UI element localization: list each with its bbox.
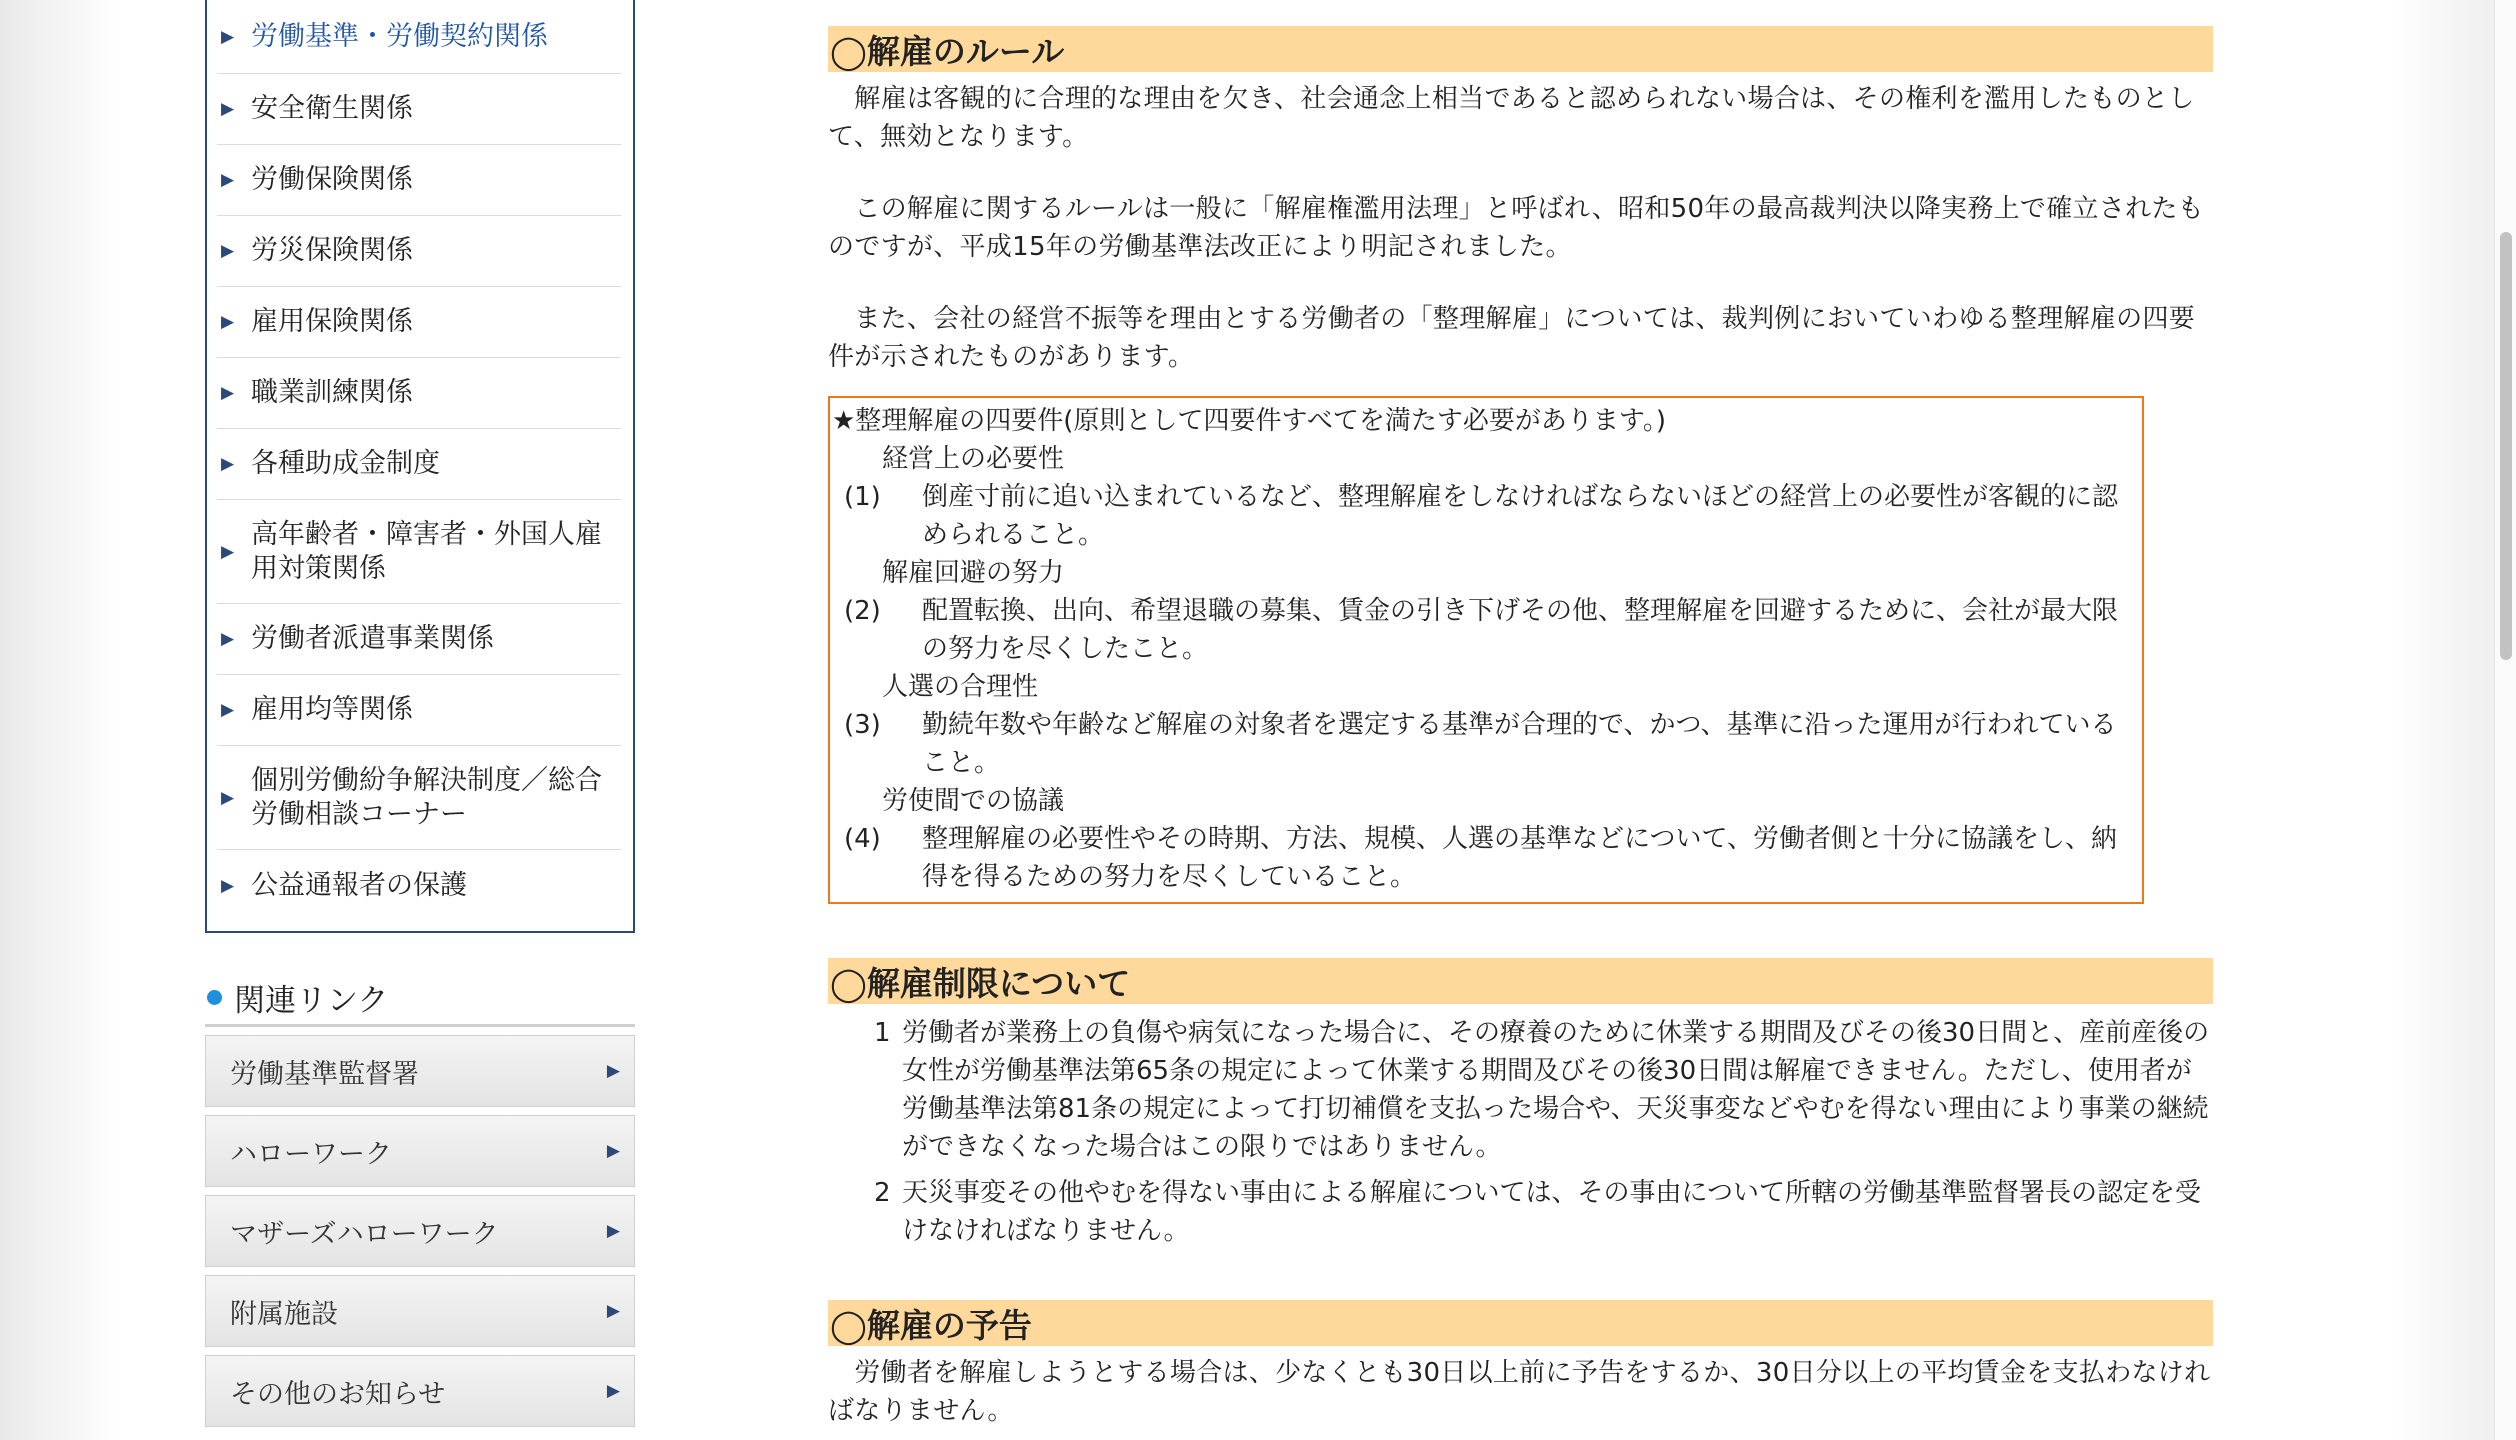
section-heading-dismissal-limits: ◯解雇制限について (828, 958, 2213, 1004)
limit-item (874, 1174, 2213, 1250)
requirement-title: 労使間での協議 (882, 786, 1065, 816)
category-menu (205, 0, 635, 933)
double-arrow-icon: ▶ (221, 541, 235, 562)
sidebar-item-elderly-disabled-foreign[interactable] (217, 500, 621, 604)
rules-paragraph-3: また、会社の経営不振等を理由とする労働者の「整理解雇」については、裁判例においていわゆる整理解雇の四要件が示されたものがあります。 (828, 304, 2196, 372)
requirement-text: 整理解雇の必要性やその時期、方法、規模、人選の基準などについて、労働者側と十分に協議をし、納得を得るための努力を尽くしていること。 (922, 824, 2117, 892)
limit-item (874, 1014, 2213, 1166)
double-arrow-icon: ▶ (221, 170, 235, 190)
scrollbar-thumb[interactable] (2500, 232, 2512, 660)
main-content (828, 26, 2213, 1430)
requirement-title: 解雇回避の努力 (882, 558, 1065, 588)
sidebar-item-label: 高年齢者・障害者・外国人雇用対策関係 (251, 518, 602, 584)
double-arrow-icon: ▶ (221, 787, 235, 808)
double-arrow-icon: ▶ (221, 875, 235, 896)
double-arrow-icon: ▶ (221, 26, 235, 47)
limit-number: 2 (874, 1178, 891, 1208)
four-requirements-box (828, 396, 2144, 904)
sidebar-item-label: 労災保険関係 (251, 235, 413, 266)
related-links-title: 関連リンク (234, 983, 389, 1019)
requirement-text: 配置転換、出向、希望退職の募集、賃金の引き下げその他、整理解雇を回避するために、会社が最大限の努力を尽くしたこと。 (922, 596, 2119, 664)
limit-text: 労働者が業務上の負傷や病気になった場合に、その療養のために休業する期間及びその後30日間と、産前産後の女性が労働基準法第65条の規定によって休業する期間及びその後30日間は解雇できません。ただし、使用者が労働基準法第81条の規定によって打切補償を支払った場合や、天災事変などやむを得ない理由により事業の継続ができなくなった場合はこの限りではありません。 (902, 1018, 2210, 1162)
related-link-facilities[interactable] (205, 1275, 635, 1347)
requirement-item (832, 820, 2126, 896)
double-arrow-icon: ▶ (606, 1141, 620, 1161)
sidebar-item-labor-insurance[interactable] (217, 145, 621, 216)
double-arrow-icon: ▶ (221, 454, 235, 474)
bullet-dot-icon (207, 990, 222, 1005)
related-link-label: ハローワーク (230, 1138, 392, 1170)
double-arrow-icon: ▶ (606, 1061, 620, 1081)
double-arrow-icon: ▶ (606, 1381, 620, 1401)
sidebar-item-label: 個別労働紛争解決制度／総合労働相談コーナー (251, 764, 602, 830)
four-requirements-title: ★整理解雇の四要件(原則として四要件すべてを満たす必要があります。) (832, 406, 1666, 436)
sidebar-item-employment-insurance[interactable] (217, 287, 621, 358)
related-link-label: マザーズハローワーク (230, 1218, 499, 1250)
requirement-item (832, 592, 2126, 668)
requirement-number: (4) (844, 824, 881, 854)
sidebar-item-label: 雇用保険関係 (251, 306, 413, 337)
sidebar-item-label: 雇用均等関係 (251, 694, 413, 725)
related-link-label: 労働基準監督署 (230, 1058, 419, 1090)
sidebar-item-label: 各種助成金制度 (251, 448, 440, 479)
related-link-hello-work[interactable] (205, 1115, 635, 1187)
requirement-title: 人選の合理性 (882, 672, 1039, 702)
sidebar-item-labor-standards[interactable] (217, 0, 621, 74)
sidebar-item-label: 労働者派遣事業関係 (251, 623, 494, 654)
requirement-number: (1) (844, 482, 881, 512)
double-arrow-icon: ▶ (221, 629, 235, 649)
requirement-item (832, 706, 2126, 782)
related-link-labor-office[interactable] (205, 1035, 635, 1107)
related-links-heading (205, 975, 635, 1027)
related-link-label: その他のお知らせ (230, 1378, 446, 1410)
related-link-label: 附属施設 (230, 1298, 338, 1330)
sidebar (205, 0, 635, 1427)
double-arrow-icon: ▶ (221, 383, 235, 403)
vertical-scrollbar[interactable] (2494, 0, 2516, 1440)
limit-text: 天災事変その他やむを得ない事由による解雇については、その事由について所轄の労働基準監督署長の認定を受けなければなりません。 (902, 1178, 2201, 1246)
double-arrow-icon: ▶ (606, 1221, 620, 1241)
rules-paragraph-1: 解雇は客観的に合理的な理由を欠き、社会通念上相当であると認められない場合は、その権利を濫用したものとして、無効となります。 (828, 84, 2195, 152)
section-heading-dismissal-notice: ◯解雇の予告 (828, 1300, 2213, 1346)
double-arrow-icon: ▶ (221, 99, 235, 119)
related-link-other-notices[interactable] (205, 1355, 635, 1427)
sidebar-item-dispute-resolution[interactable] (217, 746, 621, 850)
sidebar-item-label: 労働基準・労働契約関係 (251, 20, 548, 52)
requirement-text: 勤続年数や年齢など解雇の対象者を選定する基準が合理的で、かつ、基準に沿った運用が行われていること。 (922, 710, 2117, 778)
sidebar-item-workers-comp[interactable] (217, 216, 621, 287)
sidebar-item-label: 公益通報者の保護 (251, 869, 467, 901)
rules-paragraph-2: この解雇に関するルールは一般に「解雇権濫用法理」と呼ばれ、昭和50年の最高裁判決以降実務上で確立されたものですが、平成15年の労働基準法改正により明記されました。 (828, 194, 2205, 262)
requirement-number: (3) (844, 710, 881, 740)
requirement-text: 倒産寸前に追い込まれているなど、整理解雇をしなければならないほどの経営上の必要性が客観的に認められること。 (922, 482, 2119, 550)
requirement-number: (2) (844, 596, 881, 626)
double-arrow-icon: ▶ (221, 241, 235, 261)
sidebar-item-safety-health[interactable] (217, 74, 621, 145)
double-arrow-icon: ▶ (221, 700, 235, 720)
sidebar-item-vocational-training[interactable] (217, 358, 621, 429)
sidebar-item-label: 安全衛生関係 (251, 93, 413, 124)
sidebar-item-label: 職業訓練関係 (251, 377, 413, 408)
sidebar-item-whistleblower[interactable] (217, 850, 621, 921)
notice-paragraph-1: 労働者を解雇しようとする場合は、少なくとも30日以上前に予告をするか、30日分以上の平均賃金を支払わなければなりません。 (828, 1358, 2211, 1426)
requirement-title: 経営上の必要性 (882, 444, 1065, 474)
related-link-mothers-hello-work[interactable] (205, 1195, 635, 1267)
sidebar-item-dispatch[interactable] (217, 604, 621, 675)
sidebar-item-label: 労働保険関係 (251, 164, 413, 195)
section-heading-dismissal-rules: ◯解雇のルール (828, 26, 2213, 72)
double-arrow-icon: ▶ (221, 312, 235, 332)
limit-number: 1 (874, 1018, 891, 1048)
sidebar-item-equal-employment[interactable] (217, 675, 621, 746)
double-arrow-icon: ▶ (606, 1301, 620, 1321)
sidebar-item-subsidies[interactable] (217, 429, 621, 500)
requirement-item (832, 478, 2126, 554)
